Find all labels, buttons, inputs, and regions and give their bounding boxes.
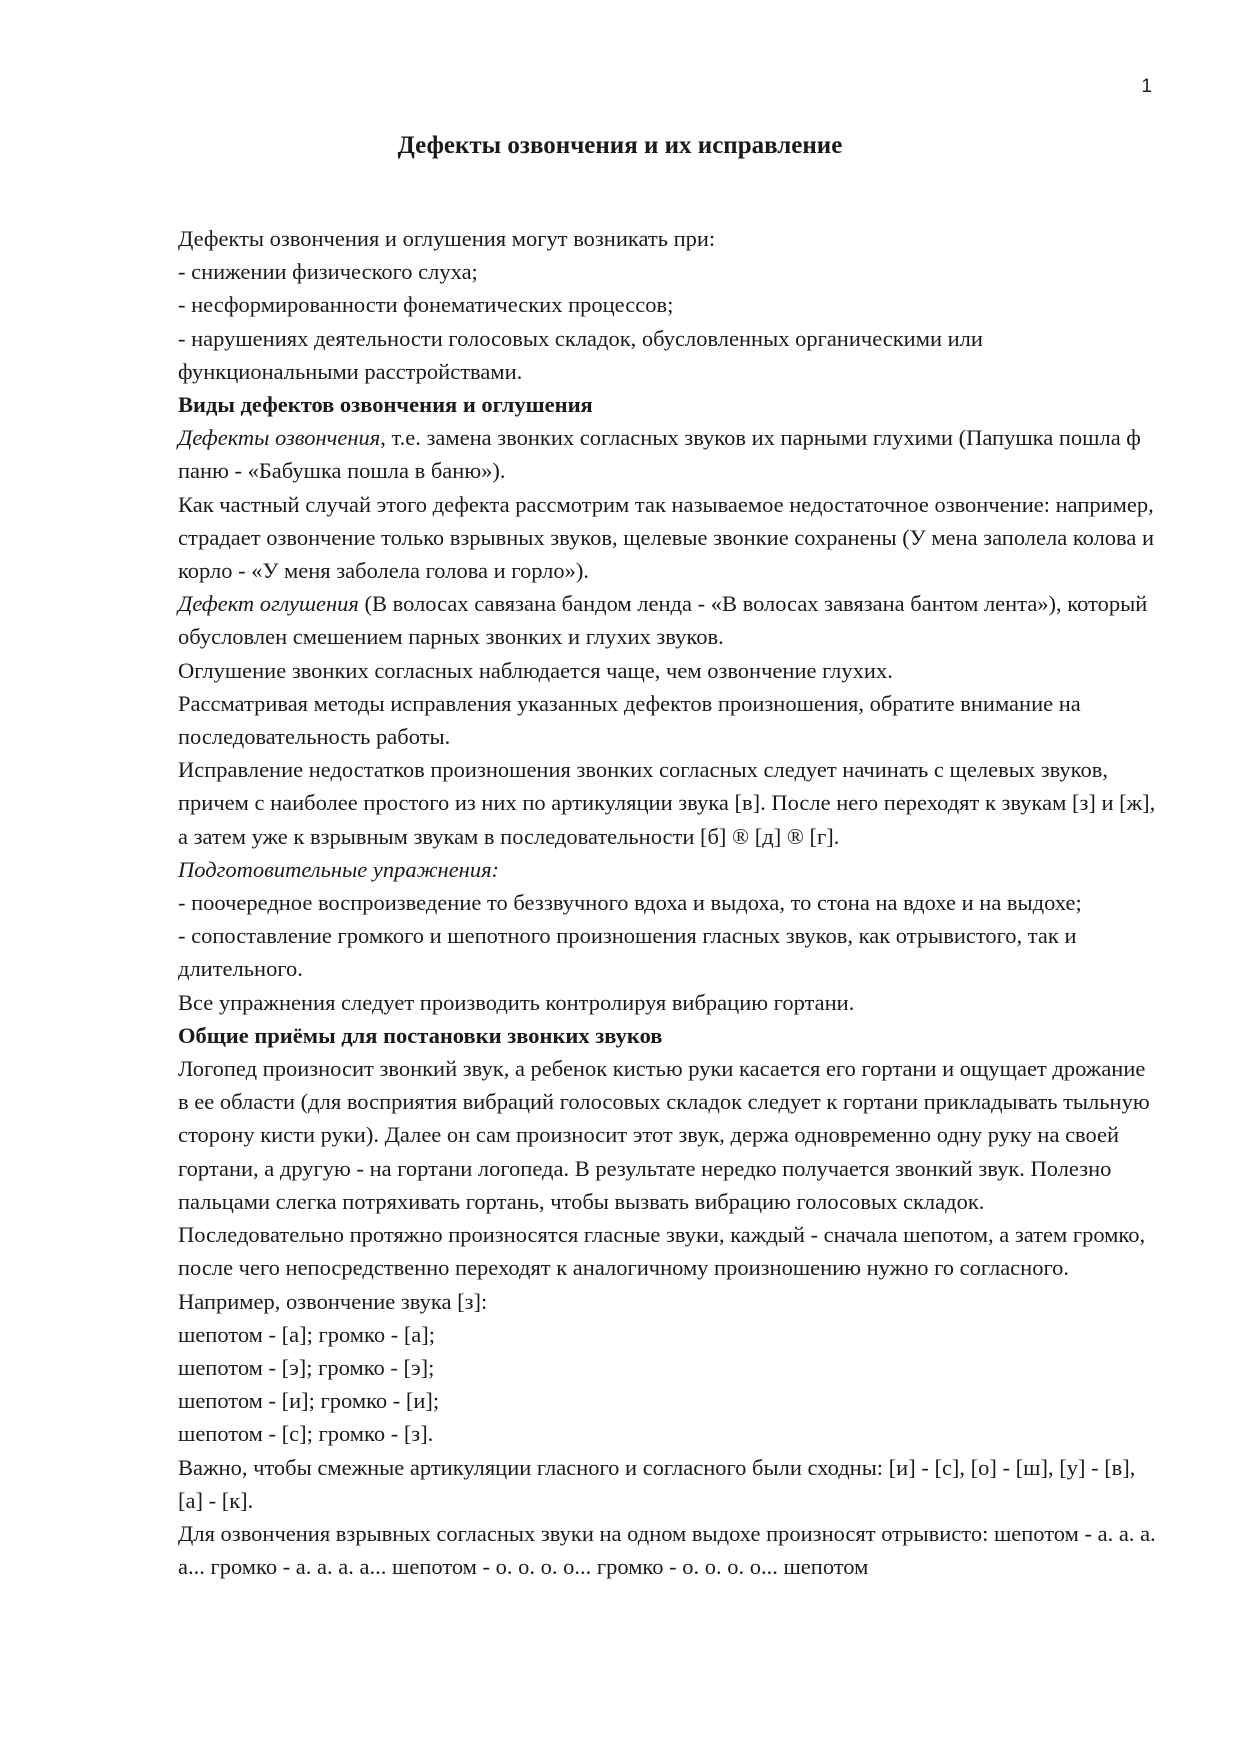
list-item: - снижении физического слуха; — [178, 259, 478, 285]
paragraph-devoicing-defect — [178, 587, 1158, 653]
paragraph-prep-note: Все упражнения следует производить контролируя вибрацию гортани. — [178, 989, 855, 1015]
paragraph-frequency: Оглушение звонких согласных наблюдается чаще, чем озвончение глухих. — [178, 657, 893, 683]
term-devoicing-defect: Дефект оглушения — [178, 591, 359, 617]
paragraph-voicing-defects — [178, 421, 1158, 487]
list-item: - нарушениях деятельности голосовых складок, обусловленных органическими или функциональными расстройствами. — [178, 325, 983, 384]
paragraph-order: Исправление недостатков произношения звонких согласных следует начинать с щелевых звуков, причем с наиболее простого из них по артикуляции звука [в]. После него переходят к звукам [з] и [ж], а затем уже к взрывным звукам в последовательности [б] ® [д] ® [г]. — [178, 757, 1156, 849]
section-heading-general: Общие приёмы для постановки звонких звуков — [178, 1022, 663, 1048]
list-item: - поочередное воспроизведение то беззвучного вдоха и выдоха, то стона на вдохе и на выдохе; — [178, 890, 1082, 916]
intro-lead: Дефекты озвончения и оглушения могут возникать при: — [178, 226, 716, 251]
devoicing-defect-text: (В волосах савязана бандом ленда - «В волосах завязана бантом лента»), который обусловлен смешением парных звонких и глухих звуков. — [178, 591, 1148, 650]
example-line: шепотом - [с]; громко - [з]. — [178, 1421, 434, 1447]
example-line: шепотом - [а]; громко - [а]; — [178, 1321, 436, 1347]
paragraph-general-4: Для озвончения взрывных согласных звуки на одном выдохе произносят отрывисто: шепотом - а. а. а. а... громко - а. а. а. а... шепотом - о. о. о. о... громко - о. о. о. о... шепотом — [178, 1520, 1156, 1580]
document-body — [178, 222, 1158, 1583]
section-heading-types: Виды дефектов озвончения и оглушения — [178, 392, 593, 418]
paragraph-general-3: Важно, чтобы смежные артикуляции гласного и согласного были сходны: [и] - [с], [о] - [ш], [у] - [в], [а] - [к]. — [178, 1454, 1136, 1513]
term-voicing-defects: Дефекты озвончения — [178, 425, 381, 451]
list-item: - несформированности фонематических процессов; — [178, 292, 674, 318]
list-item: - сопоставление громкого и шепотного произношения гласных звуков, как отрывистого, так и длительного. — [178, 923, 1077, 982]
document-title: Дефекты озвончения и их исправление — [397, 132, 843, 159]
section-heading-prep: Подготовительные упражнения: — [178, 856, 500, 882]
example-line: шепотом - [э]; громко - [э]; — [178, 1354, 435, 1380]
paragraph-general-1: Логопед произносит звонкий звук, а ребенок кистью руки касается его гортани и ощущает дрожание в ее области (для восприятия вибраций голосовых складок следует к гортани прикладывать тыльную сторону кисти руки). Далее он сам произносит этот звук, держа одновременно одну руку на своей гортани, а другую - на гортани логопеда. В результате нередко получается звонкий звук. Полезно пальцами слегка потряхивать гортань, чтобы вызвать вибрацию голосовых складок. — [178, 1056, 1150, 1214]
paragraph-general-2: Последовательно протяжно произносятся гласные звуки, каждый - сначала шепотом, а затем громко, после чего непосредственно переходят к аналогичному произношению нужно го согласного. Например, озвончение звука [з]: — [178, 1222, 1146, 1314]
paragraph-methods: Рассматривая методы исправления указанных дефектов произношения, обратите внимание на последовательность работы. — [178, 690, 1081, 750]
example-line: шепотом - [и]; громко - [и]; — [178, 1388, 440, 1414]
voicing-defects-text: , т.е. замена звонких согласных звуков их парными глухими (Папушка пошла ф паню - «Бабушка пошла в баню»). — [178, 425, 1141, 484]
paragraph-partial-voicing: Как частный случай этого дефекта рассмотрим так называемое недостаточное озвончение: например, страдает озвончение только взрывных звуков, щелевые звонкие сохранены (У мена заполела колова и корло - «У меня заболела голова и горло»). — [178, 491, 1155, 584]
page-number: 1 — [1141, 76, 1152, 97]
